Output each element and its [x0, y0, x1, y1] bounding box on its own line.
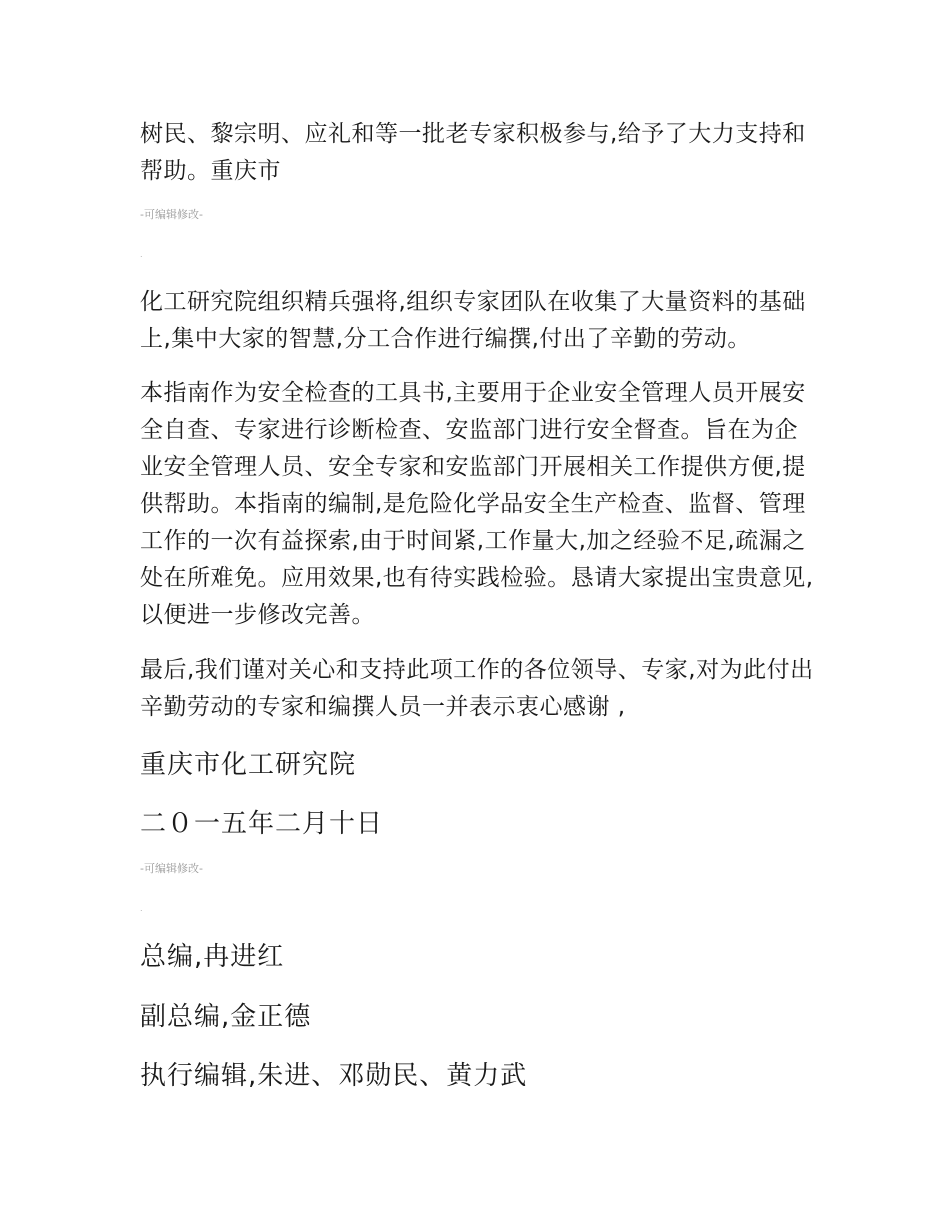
- executive-editors: 执行编辑,朱进、邓勋民、黄力武: [140, 1061, 528, 1091]
- edit-note: -可编辑修改-: [140, 208, 203, 221]
- deputy-chief-editor: 副总编,金正德: [140, 1002, 312, 1032]
- edit-note: -可编辑修改-: [140, 862, 203, 875]
- paragraph-thanks: 最后,我们谨对关心和支持此项工作的各位领导、专家,对为此付出辛勤劳动的专家和编撰人员一并表示衷心感谢 ,: [140, 657, 814, 720]
- paragraph-guide-purpose: 本指南作为安全检查的工具书,主要用于企业安全管理人员开展安全自查、专家进行诊断检查、安监部门进行安全督查。旨在为企业安全管理人员、安全专家和安监部门开展相关工作提供方便,提供帮助。本指南的编制,是危险化学品安全生产检查、监督、管理工作的一次有益探索,由于时间紧,工作量大,加之经验不足,疏漏之处在所难免。应用效果,也有待实践检验。恳请大家提出宝贵意见,以便进一步修改完善。: [140, 380, 814, 628]
- page-dot: .: [140, 250, 143, 259]
- paragraph-acknowledgement-start: 树民、黎宗明、应礼和等一批老专家积极参与,给予了大力支持和帮助。重庆市: [140, 121, 806, 184]
- signature-date: 二０一五年二月十日: [140, 809, 384, 839]
- organization-signature: 重庆市化工研究院: [140, 750, 357, 780]
- chief-editor: 总编,冉进红: [140, 942, 285, 972]
- paragraph-institute-work: 化工研究院组织精兵强将,组织专家团队在收集了大量资料的基础上,集中大家的智慧,分工合作进行编撰,付出了辛勤的劳动。: [140, 289, 806, 352]
- page-dot: .: [140, 904, 143, 913]
